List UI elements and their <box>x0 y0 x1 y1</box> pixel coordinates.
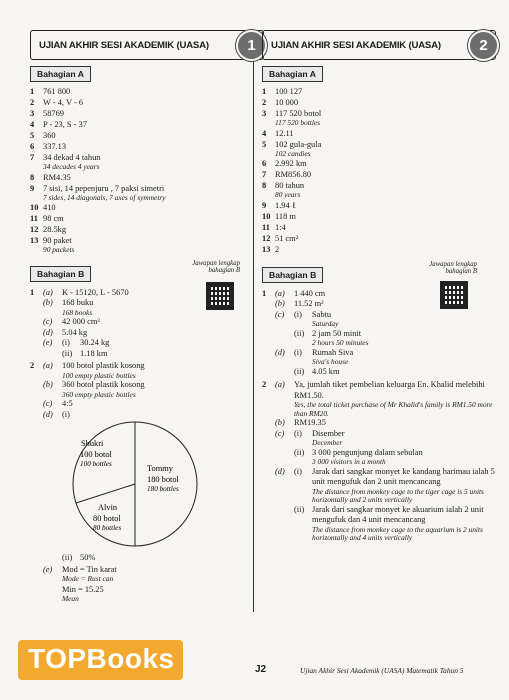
part-body <box>312 348 496 367</box>
answer-number: 8 <box>262 181 267 190</box>
answer-row <box>262 244 496 255</box>
part-body <box>62 328 264 339</box>
part-letter: (d) <box>275 347 285 357</box>
part-value: 360 botol plastik kosong <box>62 380 145 389</box>
part-body <box>62 399 264 410</box>
part-value: Jarak dari sangkar monyet ke kandang harimau ialah 5 unit mengufuk dan 2 unit mencancang <box>312 466 495 486</box>
left-q2-d-ii-label: (ii) <box>62 553 73 562</box>
answer-row <box>30 86 264 97</box>
answer-value: 2 <box>275 244 280 254</box>
part-body <box>80 338 264 349</box>
answer-body <box>275 158 496 169</box>
left-q1-number: 1 <box>30 287 35 297</box>
pie-shukri-value: 100 botol <box>80 450 112 459</box>
part-roman: (i) <box>62 338 70 347</box>
answer-value: 10 000 <box>275 98 299 107</box>
answer-row <box>30 108 264 119</box>
right-section-b-label: Bahagian B <box>262 267 323 283</box>
answer-row <box>262 97 496 108</box>
answer-row <box>262 180 496 200</box>
part-body <box>312 467 496 505</box>
answer-value: RM856.80 <box>275 170 312 179</box>
pie-chart <box>71 421 211 547</box>
answer-value: P - 23, S - 37 <box>43 120 87 129</box>
part-body <box>312 448 496 467</box>
answer-row <box>30 130 264 141</box>
part-letter: (d) <box>43 409 53 419</box>
answer-number: 5 <box>262 139 267 149</box>
answer-value: 360 <box>43 131 56 140</box>
answer-number: 4 <box>30 120 35 129</box>
part-letter: (b) <box>43 380 53 389</box>
answer-body <box>275 108 496 128</box>
left-q2-e-label: (e) <box>43 564 53 574</box>
part-value: 168 buku <box>62 298 94 307</box>
answer-row <box>262 158 496 169</box>
answer-value: RM4.35 <box>43 172 71 182</box>
answer-row <box>30 172 264 183</box>
answer-row <box>262 211 496 222</box>
left-q2-number: 2 <box>30 361 35 370</box>
answer-body <box>275 86 496 97</box>
answer-number: 12 <box>262 233 271 243</box>
question-part <box>43 399 264 410</box>
answer-body <box>275 169 496 180</box>
answer-number: 2 <box>30 98 35 107</box>
answer-number: 13 <box>30 236 39 245</box>
answer-row <box>262 139 496 159</box>
part-english: Yes, the total ticket purchase of Mr Khalid's family is RM1.50 more than RM20. <box>294 400 493 418</box>
pie-tommy-english: 180 bottles <box>147 485 179 493</box>
answer-body <box>275 180 496 200</box>
part-value: 100 botol plastik kosong <box>62 361 145 370</box>
answer-body <box>275 222 496 233</box>
answer-row <box>262 86 496 97</box>
answer-row <box>30 183 264 203</box>
right-q2-number: 2 <box>262 380 267 389</box>
part-roman: (ii) <box>294 447 305 457</box>
part-body <box>62 380 264 399</box>
answer-body <box>43 152 264 172</box>
answer-value: 34 dekad 4 tahun <box>43 153 101 162</box>
left-q2-e-mean: Min = 15.25 <box>62 584 104 594</box>
question-part <box>275 380 496 418</box>
answer-body <box>43 108 264 119</box>
question-part <box>275 467 496 505</box>
part-value: Rumah Siva <box>312 347 354 357</box>
question-part <box>275 429 496 448</box>
answer-body <box>43 172 264 183</box>
part-body <box>312 505 496 543</box>
answer-body <box>275 211 496 222</box>
part-english: The distance from monkey cage to the aquarium is 2 units horizontally and 4 units vertically <box>312 524 483 542</box>
answer-row <box>262 169 496 180</box>
answer-value: 1:4 <box>275 222 286 232</box>
part-value: Jarak dari sangkar monyet ke akuarium ialah 2 unit mengufuk dan 4 unit mencancang <box>312 504 484 524</box>
part-body <box>80 349 264 360</box>
left-section-a <box>30 66 264 255</box>
part-letter: (c) <box>275 309 285 319</box>
answer-number: 9 <box>30 183 35 193</box>
left-column <box>30 30 264 604</box>
part-english: 100 empty plastic bottles <box>62 370 136 380</box>
left-q2 <box>30 361 264 604</box>
answer-body <box>275 128 496 139</box>
pie-alvin-value: 80 botol <box>93 514 121 523</box>
answer-body <box>43 202 264 213</box>
answer-body <box>275 233 496 244</box>
answer-value: 2.992 km <box>275 159 307 168</box>
answer-value: 337.13 <box>43 142 67 151</box>
answer-body <box>43 183 264 203</box>
part-letter: (c) <box>275 428 285 438</box>
answer-number: 2 <box>262 98 267 107</box>
left-q2-e-mean-english: Mean <box>62 594 79 603</box>
answer-english: 7 sides, 14 diagonals, 7 axes of symmetry <box>43 192 166 202</box>
topbooks-logo-text: TOPBooks <box>28 643 175 674</box>
answer-row <box>30 235 264 255</box>
part-letter <box>43 349 62 360</box>
pie-tommy-value: 180 botol <box>147 475 179 484</box>
part-english: The distance from monkey cage to the tiger cage is 5 units horizontally and 2 units vertically <box>312 486 484 504</box>
question-part <box>43 338 264 349</box>
answer-value: 118 m <box>275 211 296 221</box>
part-letter <box>275 367 294 378</box>
question-part <box>275 448 496 467</box>
answer-value: 98 cm <box>43 214 64 223</box>
part-roman: (ii) <box>294 366 305 376</box>
answer-value: 117 520 botol <box>275 109 322 118</box>
part-letter: (b) <box>275 299 285 308</box>
answer-body <box>43 86 264 97</box>
part-value: 11.52 m² <box>294 299 324 308</box>
answer-row <box>30 141 264 152</box>
question-part <box>43 349 264 360</box>
pie-divider-left <box>76 484 135 503</box>
answer-value: W - 4, V - 6 <box>43 98 84 107</box>
right-section-a-label: Bahagian A <box>262 66 323 82</box>
pie-alvin-name: Alvin <box>98 503 118 512</box>
answer-row <box>262 108 496 128</box>
part-body <box>294 380 496 418</box>
part-body <box>312 367 496 378</box>
answer-value: 100 127 <box>275 87 303 96</box>
left-q2-e-mode: Mod = Tin karat <box>62 564 117 574</box>
answer-row <box>30 119 264 130</box>
part-value: 4.05 km <box>312 366 340 376</box>
part-letter: (b) <box>43 298 53 307</box>
left-header-number: 1 <box>236 30 267 61</box>
answer-english: 34 decades 4 years <box>43 162 100 171</box>
part-letter: (b) <box>275 418 285 427</box>
answer-value: 102 gula-gula <box>275 139 322 149</box>
part-letter <box>275 505 294 543</box>
part-english: Siva's house <box>312 357 349 366</box>
pie-shukri-name: Shukri <box>81 439 104 448</box>
left-section-b <box>30 259 264 604</box>
part-value: K - 15120, L - 5670 <box>62 287 129 297</box>
part-english: 2 hours 50 minutes <box>312 338 369 347</box>
part-roman: (ii) <box>294 504 305 514</box>
part-body <box>312 429 496 448</box>
part-letter: (c) <box>43 317 53 326</box>
answer-value: 7 sisi, 14 pepenjuru , 7 paksi simetri <box>43 183 165 193</box>
answer-number: 6 <box>262 159 267 168</box>
right-q1-number: 1 <box>262 288 267 298</box>
answer-row <box>262 128 496 139</box>
left-header <box>30 30 264 60</box>
answer-number: 5 <box>30 131 35 140</box>
answer-row <box>262 233 496 244</box>
pie-shukri-english: 100 bottles <box>80 460 112 468</box>
answer-body <box>43 97 264 108</box>
part-roman: (ii) <box>294 328 305 338</box>
question-part <box>43 317 264 328</box>
part-english: 360 empty plastic bottles <box>62 389 136 399</box>
right-qr-code <box>440 281 468 309</box>
part-letter: (a) <box>275 380 285 389</box>
part-body <box>80 410 264 421</box>
answer-number: 11 <box>30 214 38 223</box>
answer-row <box>262 200 496 211</box>
left-section-a-label: Bahagian A <box>30 66 91 82</box>
part-letter: (d) <box>275 466 285 476</box>
question-part <box>43 328 264 339</box>
question-part <box>275 418 496 429</box>
answer-english: 80 years <box>275 190 301 199</box>
part-value: 3 000 pengunjung dalam sebulan <box>312 447 423 457</box>
part-roman: (i) <box>62 409 70 419</box>
left-q2-e <box>43 565 264 604</box>
part-value: 4:5 <box>62 399 73 408</box>
answer-number: 6 <box>30 142 35 151</box>
answer-row <box>30 213 264 224</box>
right-header-number: 2 <box>468 30 499 61</box>
question-part <box>275 348 496 367</box>
answer-body <box>43 224 264 235</box>
topbooks-logo <box>18 640 183 680</box>
right-qr-caption: Jawapan lengkap bahagian B <box>429 260 477 275</box>
answer-number: 1 <box>30 87 35 96</box>
answer-body <box>275 139 496 159</box>
answer-body <box>275 97 496 108</box>
part-roman: (i) <box>294 428 302 438</box>
part-letter: (a) <box>43 361 53 370</box>
part-letter <box>275 448 294 467</box>
left-qr-caption: Jawapan lengkap bahagian B <box>192 259 240 274</box>
answer-number: 10 <box>262 211 271 221</box>
answer-value: 51 cm² <box>275 233 299 243</box>
part-value: 30.24 kg <box>80 338 110 347</box>
part-value: 1 440 cm <box>294 288 326 298</box>
question-part <box>43 410 264 421</box>
part-roman: (i) <box>294 309 302 319</box>
question-part <box>275 329 496 348</box>
answer-row <box>262 222 496 233</box>
right-section-b <box>262 260 496 543</box>
part-roman: (i) <box>294 466 302 476</box>
answer-body <box>43 235 264 255</box>
question-part <box>275 505 496 543</box>
left-qr-code <box>206 282 234 310</box>
part-letter: (e) <box>43 338 53 347</box>
question-part <box>43 380 264 399</box>
answer-english: 102 candies <box>275 148 311 158</box>
right-column <box>262 30 496 543</box>
left-section-a-list <box>30 86 264 255</box>
answer-number: 3 <box>30 109 35 118</box>
answer-number: 9 <box>262 200 267 210</box>
part-letter: (a) <box>275 288 285 298</box>
answer-body <box>43 130 264 141</box>
answer-number: 10 <box>30 203 39 212</box>
part-letter: (a) <box>43 287 53 297</box>
left-section-b-label: Bahagian B <box>30 266 91 282</box>
part-letter: (c) <box>43 399 53 408</box>
answer-body <box>43 119 264 130</box>
part-letter <box>275 329 294 348</box>
answer-value: 1.94 ℓ <box>275 200 296 210</box>
part-roman: (ii) <box>62 348 73 358</box>
part-value: 2 jam 50 minit <box>312 328 362 338</box>
part-value: 42 000 cm³ <box>62 317 100 326</box>
answer-value: 12.11 <box>275 128 294 138</box>
answer-number: 3 <box>262 109 267 118</box>
part-body <box>312 310 496 329</box>
part-body <box>294 418 496 429</box>
question-part <box>43 361 264 380</box>
pie-tommy-name: Tommy <box>147 464 173 473</box>
part-value: RM19.35 <box>294 418 326 427</box>
part-value: Ya, jumlah tiket pembelian keluarga En. Khalid melebihi RM1.50. <box>294 380 485 400</box>
answer-number: 7 <box>30 153 35 162</box>
left-q2-d-ii <box>43 553 264 564</box>
page-number: J2 <box>255 664 267 675</box>
answer-row <box>30 97 264 108</box>
right-section-a <box>262 66 496 255</box>
left-q2-parts <box>43 361 264 420</box>
part-value: Sabtu <box>312 309 332 319</box>
left-header-title: UJIAN AKHIR SESI AKADEMIK (UASA) <box>39 39 209 51</box>
left-q2-d-ii-value: 50% <box>80 553 96 562</box>
answer-english: 117 520 bottles <box>275 118 321 127</box>
answer-number: 7 <box>262 170 267 179</box>
answer-body <box>275 244 496 255</box>
question-part <box>275 310 496 329</box>
answer-number: 12 <box>30 225 39 234</box>
part-value: Disember <box>312 428 345 438</box>
answer-number: 1 <box>262 87 267 96</box>
answer-row <box>30 224 264 235</box>
answer-value: 80 tahun <box>275 181 305 190</box>
right-header <box>262 30 496 60</box>
answer-value: 90 paket <box>43 236 72 245</box>
left-q2-e-mode-english: Mode = Rust can <box>62 574 114 583</box>
right-q2 <box>262 380 496 543</box>
right-q2-parts <box>275 380 496 543</box>
part-value: 5.04 kg <box>62 327 88 337</box>
book-title: Ujian Akhir Sesi Akademik (UASA) Matematik Tahun 5 <box>300 666 464 675</box>
right-section-a-list <box>262 86 496 255</box>
answer-row <box>30 152 264 172</box>
part-letter: (d) <box>43 327 53 337</box>
part-roman: (i) <box>294 347 302 357</box>
part-body <box>62 361 264 380</box>
part-english: December <box>312 438 343 447</box>
part-body <box>62 317 264 328</box>
part-body <box>312 329 496 348</box>
answer-number: 4 <box>262 128 267 138</box>
answer-row <box>30 202 264 213</box>
answer-value: 761 800 <box>43 87 71 96</box>
question-part <box>275 367 496 378</box>
answer-number: 11 <box>262 222 270 232</box>
part-value: 1.18 km <box>80 348 108 358</box>
part-english: Saturday <box>312 319 339 328</box>
answer-value: 58769 <box>43 109 64 118</box>
answer-body <box>275 200 496 211</box>
answer-body <box>43 213 264 224</box>
part-english: 3 000 visitors in a month <box>312 457 386 466</box>
right-header-title: UJIAN AKHIR SESI AKADEMIK (UASA) <box>271 39 441 51</box>
answer-value: 410 <box>43 203 56 212</box>
answer-number: 8 <box>30 172 35 182</box>
pie-alvin-english: 80 bottles <box>93 524 122 532</box>
answer-english: 90 packets <box>43 245 75 254</box>
answer-value: 28.5kg <box>43 225 67 234</box>
answer-body <box>43 141 264 152</box>
part-english: 168 books <box>62 307 93 317</box>
answer-number: 13 <box>262 244 271 254</box>
